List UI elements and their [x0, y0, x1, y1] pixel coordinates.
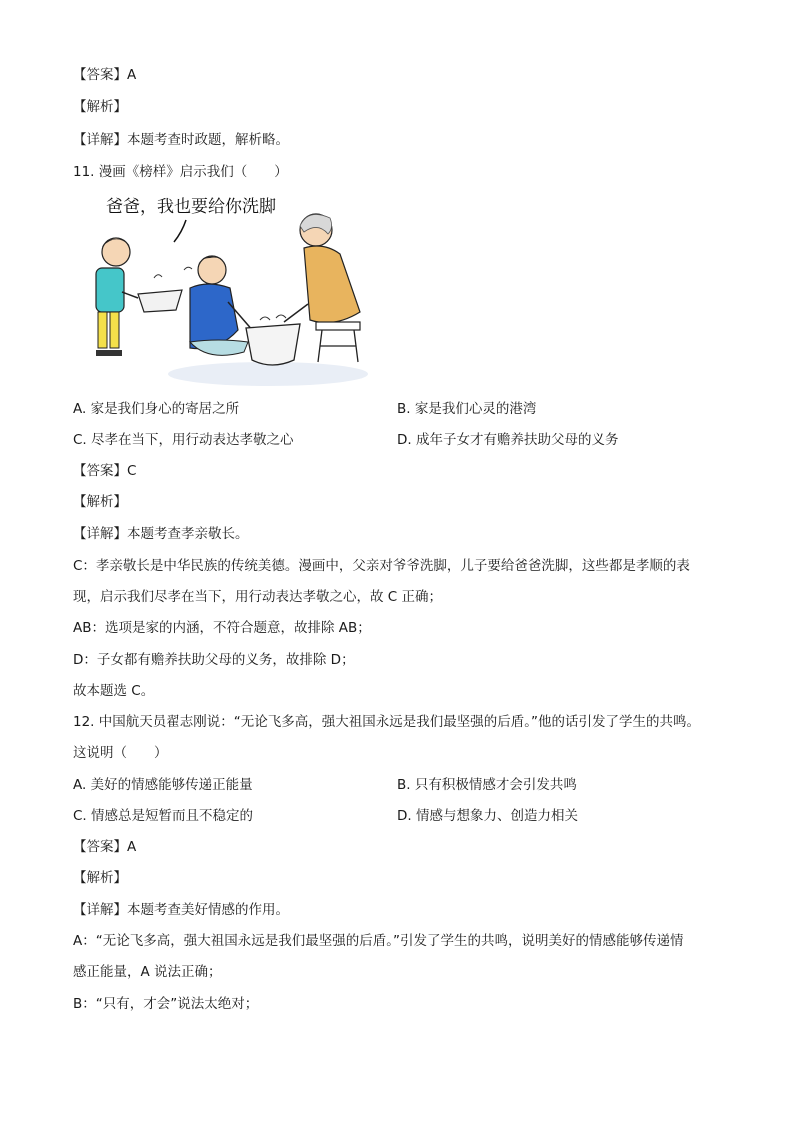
- question-12-stem-cont: 这说明（ ）: [73, 745, 168, 761]
- cartoon-speech: 爸爸，我也要给你洗脚: [106, 197, 276, 216]
- explanation-line: D：子女都有赡养扶助父母的义务，故排除 D；: [73, 652, 355, 668]
- answer-line: 【答案】C: [73, 463, 137, 479]
- explanation-line: 感正能量，A 说法正确；: [73, 964, 222, 980]
- question-12-stem: 12. 中国航天员翟志刚说：“无论飞多高，强大祖国永远是我们最坚强的后盾。”他的话引发了学生的共鸣。: [73, 714, 700, 730]
- option-b: B. 只有积极情感才会引发共鸣: [397, 777, 577, 793]
- answer-line: 【答案】A: [73, 839, 137, 855]
- option-a: A. 家是我们身心的寄居之所: [73, 401, 240, 417]
- detail-line: 【详解】本题考查孝亲敬长。: [73, 526, 249, 542]
- detail-line: 【详解】本题考查时政题，解析略。: [73, 132, 289, 148]
- option-c: C. 情感总是短暂而且不稳定的: [73, 808, 254, 824]
- cartoon-illustration: [78, 192, 370, 390]
- question-11-stem: 11. 漫画《榜样》启示我们（ ）: [73, 164, 288, 180]
- explanation-line: B：“只有，才会”说法太绝对；: [73, 996, 259, 1012]
- analysis-heading: 【解析】: [73, 494, 127, 510]
- option-a: A. 美好的情感能够传递正能量: [73, 777, 253, 793]
- conclusion-line: 故本题选 C。: [73, 683, 155, 699]
- analysis-heading: 【解析】: [73, 870, 127, 886]
- explanation-line: 现，启示我们尽孝在当下，用行动表达孝敬之心，故 C 正确；: [73, 589, 443, 605]
- explanation-line: C：孝亲敬长是中华民族的传统美德。漫画中，父亲对爷爷洗脚，儿子要给爸爸洗脚，这些都是孝顺的表: [73, 558, 690, 574]
- answer-line: 【答案】A: [73, 67, 137, 83]
- option-d: D. 情感与想象力、创造力相关: [397, 808, 578, 824]
- option-b: B. 家是我们心灵的港湾: [397, 401, 537, 417]
- detail-line: 【详解】本题考查美好情感的作用。: [73, 902, 289, 918]
- explanation-line: AB：选项是家的内涵，不符合题意，故排除 AB；: [73, 620, 371, 636]
- option-d: D. 成年子女才有赡养扶助父母的义务: [397, 432, 619, 448]
- explanation-line: A：“无论飞多高，强大祖国永远是我们最坚强的后盾。”引发了学生的共鸣，说明美好的情感能够传递情: [73, 933, 684, 949]
- option-c: C. 尽孝在当下，用行动表达孝敬之心: [73, 432, 294, 448]
- analysis-heading: 【解析】: [73, 99, 127, 115]
